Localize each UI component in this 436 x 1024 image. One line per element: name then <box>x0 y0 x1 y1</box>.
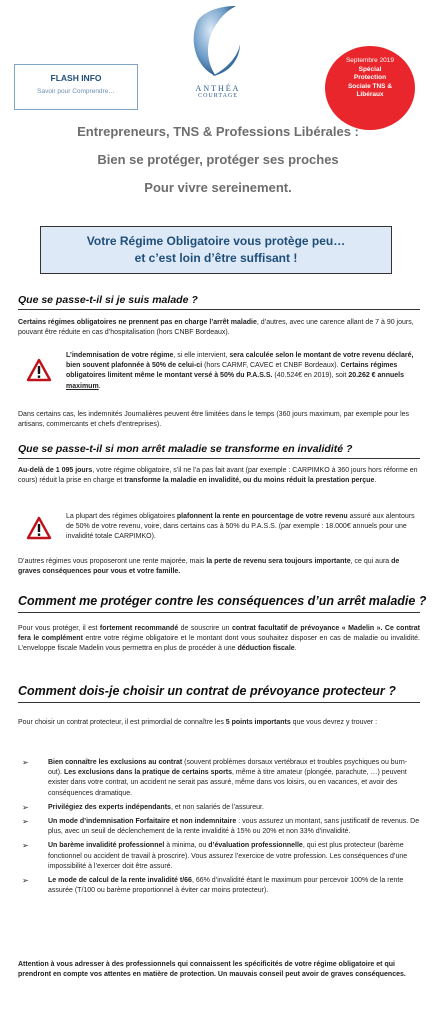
paragraph-choisir-intro <box>18 718 420 728</box>
text: que vous devrez y trouver : <box>290 719 378 726</box>
flash-info-subtitle: Savoir pour Comprendre… <box>37 88 115 95</box>
banner-box <box>40 226 392 274</box>
arrow-bullet-icon: ➢ <box>22 802 29 812</box>
text: , votre régime obligatoire, s’il ne l’a pas fait avant (par exemple : CARPIMKO à 360 jours hors réforme en cours) réduit la prise en charge et <box>18 467 418 485</box>
text-bold: 20.262 € annuels <box>348 372 404 380</box>
headline-line-2: Bien se protéger, protéger ses proches <box>97 152 339 167</box>
list-item <box>22 876 420 896</box>
text: Pour vous protéger, il est <box>18 625 100 632</box>
text: , 66% d’invalidité étant le maximum pour percevoir 100% de la rente assurée (T/100 ou barème proportionnel à éviter car moins protecteur). <box>48 877 404 895</box>
text: (40.524€ en 2019), soit <box>272 372 349 380</box>
text-bold: Un mode d’indemnisation Forfaitaire et non indemnitaire <box>48 818 237 826</box>
warning-icon <box>26 516 52 540</box>
section-title-proteger: Comment me protéger contre les conséquences d’un arrêt maladie ? <box>18 594 427 608</box>
text-bold: L’indemnisation de votre régime <box>66 352 174 359</box>
badge-line-4: Libéraux <box>356 91 384 98</box>
text: à minima, ou <box>164 842 209 850</box>
badge-line-1: Spécial <box>358 65 382 73</box>
paragraph-maladie-1 <box>18 318 420 338</box>
text-bold: 5 points importants <box>225 719 291 726</box>
section-title-invalidite: Que se passe-t-il si mon arrêt maladie se transforme en invalidité ? <box>18 443 353 455</box>
anthea-logo-icon <box>178 0 248 80</box>
flash-info-box <box>14 64 138 110</box>
text-bold: Certains régimes obligatoires ne prennent pas en charge l’arrêt maladie <box>18 319 257 326</box>
text: : vous assurez un montant, sans justificatif de revenus. De plus, avec un seuil de déclenchement de la rente invalidité à 15% ou 20% et non 33% d’invalidité. <box>48 818 420 836</box>
text: de souscrire un <box>178 625 232 632</box>
text-bold: Un barème invalidité professionnel <box>48 842 165 850</box>
list-item <box>22 817 420 837</box>
banner-line-2: et c’est loin d’être suffisant ! <box>134 251 298 265</box>
text-bold: fortement recommandé <box>99 625 179 632</box>
text-bold: Les exclusions dans la pratique de certains sports <box>63 769 233 777</box>
text: , même à titre amateur (plongée, parachute, …) peuvent exister dans votre contrat, un accident ne serait pas assuré, même dans vos loisirs, ou en vacances, et avoir des conséquences dramatique. <box>48 769 407 797</box>
text-bold: Privilégiez des experts indépendants <box>48 803 171 811</box>
badge-date: Septembre 2019 <box>345 57 395 64</box>
paragraph-limites: Dans certains cas, les indemnités Journalières peuvent être limitées dans le temps (360 jours maximum, par exemple pour les artisans, commercants et chefs d’entreprises). <box>18 411 410 429</box>
text: . <box>98 382 101 390</box>
warning-icon <box>26 358 52 382</box>
badge-line-2: Protection <box>353 74 387 81</box>
text-bold: Bien connaître les exclusions au contrat <box>48 759 183 766</box>
text-bold: Au-delà de 1 095 jours <box>18 467 93 474</box>
text: D’autres régimes vous proposeront une rente majorée, mais <box>18 558 207 565</box>
text: Pour choisir un contrat protecteur, il est primordial de connaître les <box>18 719 226 726</box>
paragraph-plafond <box>66 512 420 543</box>
text-bold: contrat facultatif de prévoyance « Madelin ». Ce contrat fera le complément <box>18 625 421 643</box>
list-item <box>22 803 420 813</box>
badge-line-3: Sociale TNS & <box>347 82 393 90</box>
paragraph-indemnisation <box>66 351 420 392</box>
banner-line-1: Votre Régime Obligatoire vous protège peu… <box>86 234 346 248</box>
headline-line-3: Pour vivre sereinement. <box>144 180 292 195</box>
section-divider <box>18 702 420 703</box>
section-divider <box>18 309 420 310</box>
text: , si elle intervient, <box>173 352 230 359</box>
section-divider <box>18 458 420 459</box>
text-bold: sera calculée selon le montant de votre revenu déclaré, bien souvent plafonnée à 50% de celui-ci <box>66 352 414 370</box>
text-bold: Le mode de calcul de la rente invalidité t/66 <box>48 877 192 885</box>
text-bold: la perte de revenu sera toujours importante <box>206 558 351 565</box>
final-warning: Attention à vous adresser à des professionnels qui connaissent les spécificités de votre régime obligatoire et qui prendront en compte vos attentes en matière de protection. Un mauvais conseil peut avoir de graves conséquences. <box>18 961 406 979</box>
text: , d’autres, avec une carence allant de 7 à 90 jours, pouvant être réduite en cas d’hospitalisation (hors CNBF Bordeaux). <box>18 319 414 337</box>
flash-info-title: FLASH INFO <box>50 73 102 83</box>
list-item <box>22 758 420 799</box>
text-bold: Certains régimes obligatoires limitent même le montant versé à 50% du P.A.S.S. <box>66 362 398 380</box>
logo-subname: COURTAGE <box>198 93 238 99</box>
criteria-list <box>22 758 420 900</box>
text: , qui est plus protecteur (barème fonctionnel ou accident de travail à proscrire). Vous assurez l’exercice de votre profession. Les conséquences d’une impossibilité à l’exercer doit être assuré. <box>48 842 408 870</box>
section-title-malade: Que se passe-t-il si je suis malade ? <box>18 294 198 306</box>
logo-name: ANTHÉA <box>195 84 241 93</box>
text-bold: d’évaluation professionnelle <box>208 842 303 850</box>
arrow-bullet-icon: ➢ <box>22 758 29 767</box>
text-underlined: maximum <box>66 382 99 390</box>
text-bold: transforme la maladie en invalidité, ou du moins réduit la prestation perçue <box>124 477 375 485</box>
headline-line-1: Entrepreneurs, TNS & Professions Libérales : <box>77 124 359 139</box>
arrow-bullet-icon: ➢ <box>22 817 29 827</box>
edition-badge <box>325 46 415 130</box>
paragraph-invalidite-1 <box>18 466 420 486</box>
arrow-bullet-icon: ➢ <box>22 841 29 851</box>
text-bold: de graves conséquences pour vous et votre famille. <box>18 558 400 576</box>
text: , et non salariés de l’assureur. <box>170 803 264 811</box>
paragraph-madelin <box>18 624 420 655</box>
text-bold: plafonnent la rente en pourcentage de votre revenu <box>176 513 348 520</box>
text: assuré aux alentours de 50% de votre revenu, voire, dans certains cas à 50% du P.A.S.S. (par exemple : 18.000€ annuels pour une invalidité totale CARPIMKO). <box>66 513 415 541</box>
list-item <box>22 841 420 872</box>
text: (souvent problèmes dorsaux vertébraux et troubles psychiques ou burn-out). <box>48 759 408 777</box>
text: La plupart des régimes obligatoires <box>66 513 177 520</box>
text: entre votre régime obligatoire et le montant dont vous souhaitez disposer en cas de maladie ou invalidité. L’enveloppe fiscale Madelin vous permettra en plus de procéder à une <box>18 635 420 653</box>
text: . <box>294 645 297 653</box>
section-title-choisir: Comment dois-je choisir un contrat de prévoyance protecteur ? <box>18 684 396 698</box>
text: , ce qui aura <box>350 558 392 565</box>
text: . <box>374 477 377 485</box>
section-divider <box>18 612 420 613</box>
paragraph-rente-majoree <box>18 557 420 577</box>
text-bold: déduction fiscale <box>237 645 295 653</box>
text: (hors CARMF, CAVEC et CNBF Bordeaux). <box>202 362 341 370</box>
arrow-bullet-icon: ➢ <box>22 876 29 886</box>
